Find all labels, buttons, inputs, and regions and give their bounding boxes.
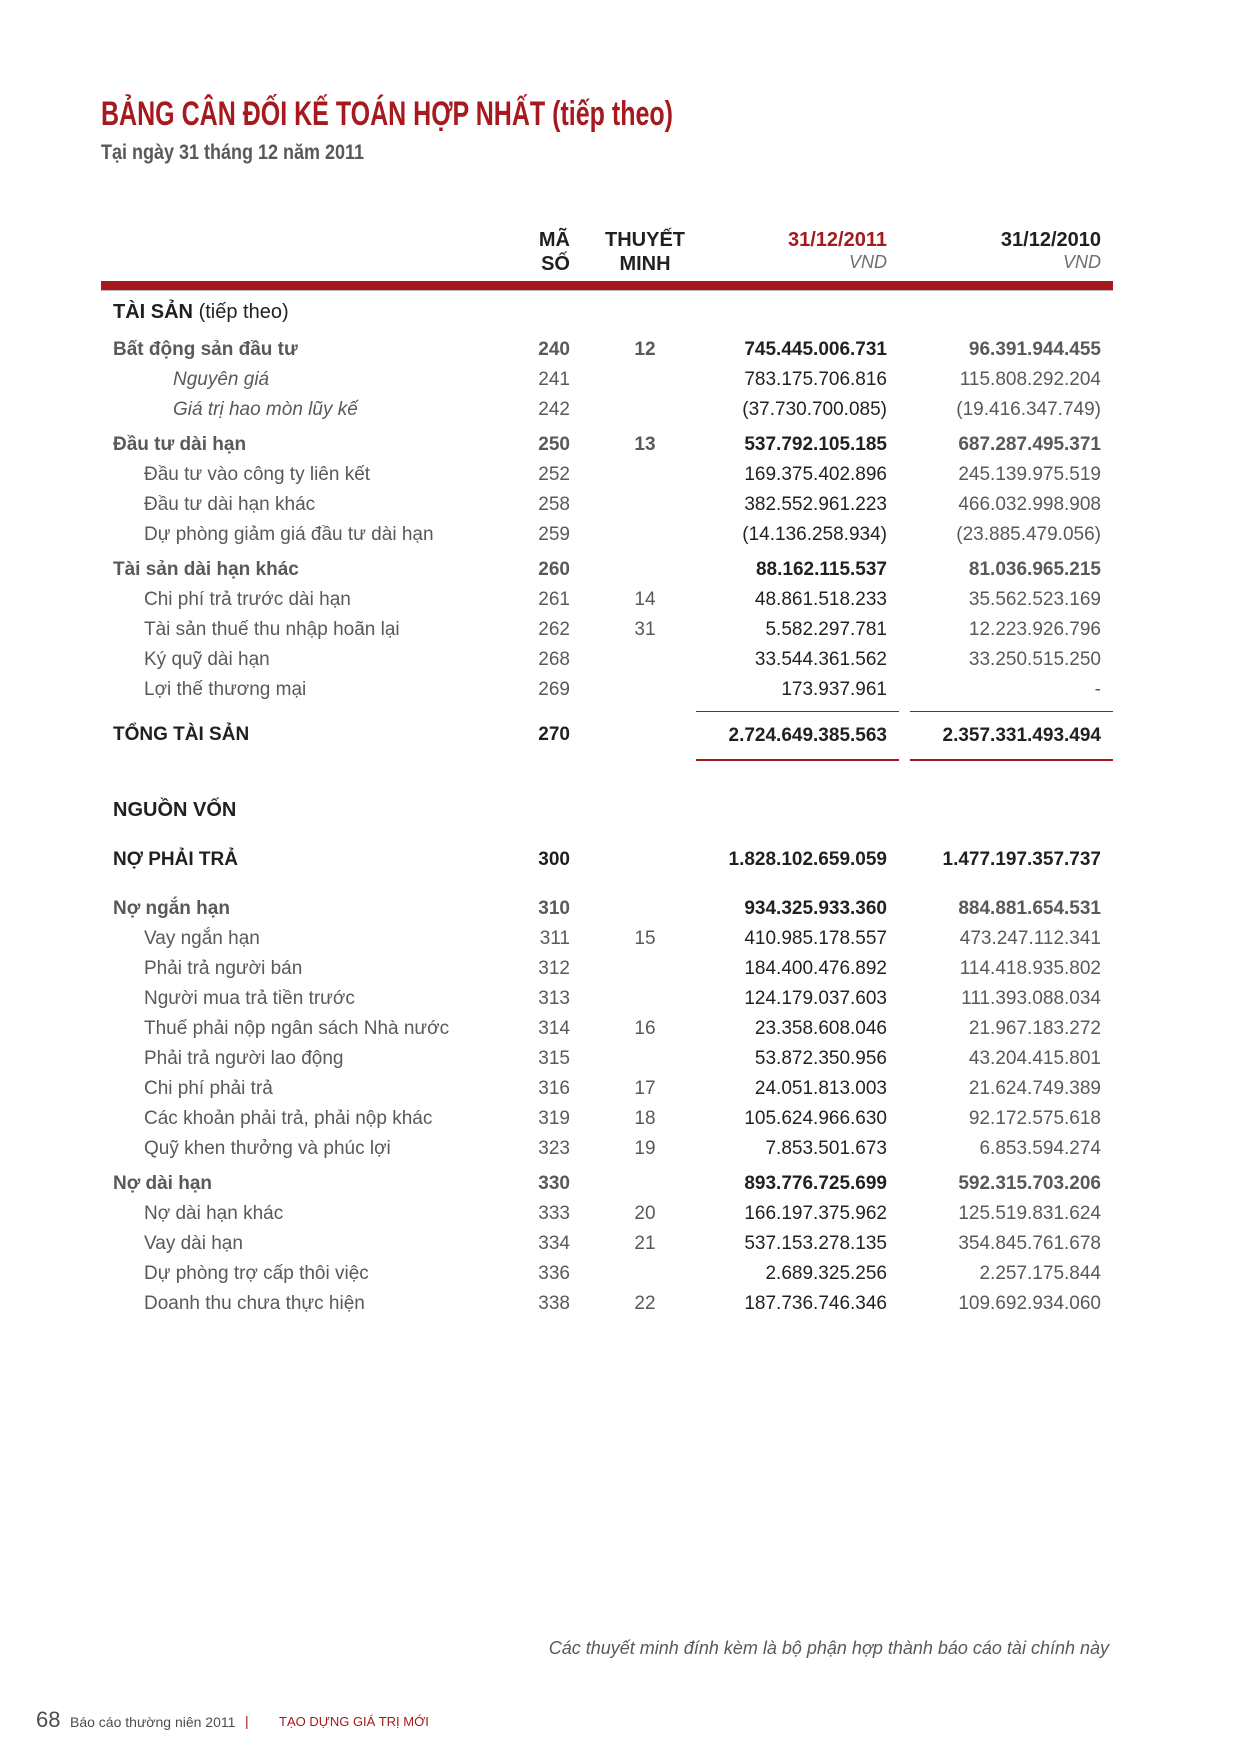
row-label: Các khoản phải trả, phải nộp khác [144,1108,433,1129]
row-value-prior: 245.139.975.519 [958,464,1101,485]
balance-sheet-table [101,297,1113,1319]
row-code: 258 [538,494,570,515]
page-number: 68 [36,1707,61,1732]
item-row [101,1199,1113,1229]
row-value-prior: 111.393.088.034 [961,988,1101,1009]
row-value-prior: 354.845.761.678 [958,1233,1101,1254]
row-label: Chi phí trả trước dài hạn [144,589,351,610]
row-value-prior: 592.315.703.206 [958,1173,1101,1194]
row-value-prior: 21.967.183.272 [968,1018,1101,1039]
row-value-current: 382.552.961.223 [744,494,887,515]
section-heading [101,297,1113,330]
row-value-current: 537.792.105.185 [744,434,887,455]
row-value-current: 169.375.402.896 [744,464,887,485]
row-value-prior: - [1094,679,1101,700]
row-code: 314 [538,1018,570,1039]
row-code: 261 [538,589,570,610]
row-note [595,555,695,585]
row-label: Giá trị hao mòn lũy kế [173,399,358,420]
page-title-wrap [101,94,673,136]
footer-slogan: TẠO DỰNG GIÁ TRỊ MỚI [279,1714,429,1729]
row-note: 19 [634,1138,656,1159]
page-title: BẢNG CÂN ĐỐI KẾ TOÁN HỢP NHẤT (tiếp theo) [101,95,673,133]
row-label: Dự phòng giảm giá đầu tư dài hạn [144,524,434,545]
row-value-prior: 2.257.175.844 [979,1263,1101,1284]
row-value-current: 88.162.115.537 [755,559,887,580]
item-row [101,924,1113,954]
row-code: 270 [538,724,570,745]
row-code: 268 [538,649,570,670]
row-code: 338 [538,1293,570,1314]
row-value-current: 2.724.649.385.563 [696,711,899,761]
row-label: Tài sản dài hạn khác [113,559,299,580]
lead-row [101,845,1113,875]
group-row [101,555,1113,585]
page-subtitle-wrap [101,141,364,167]
row-code: 310 [538,898,570,919]
row-value-prior: 114.418.935.802 [959,958,1101,979]
row-label: Phải trả người bán [144,958,303,979]
report-name: Báo cáo thường niên 2011 [70,1714,236,1730]
row-note [595,894,695,924]
row-code: 269 [538,679,570,700]
section-heading [101,795,1113,828]
row-value-current: 745.445.006.731 [744,339,887,360]
row-code: 313 [538,988,570,1009]
item-row [101,984,1113,1014]
row-code: 250 [538,434,570,455]
row-value-prior: 884.881.654.531 [958,898,1101,919]
row-label: Nợ dài hạn [113,1173,213,1194]
row-note [595,675,695,705]
header-note [595,228,695,276]
row-code: 311 [539,928,570,949]
row-note: 22 [634,1293,656,1314]
row-value-current: 24.051.813.003 [754,1078,887,1099]
item-row [101,1229,1113,1259]
row-label: Doanh thu chưa thực hiện [144,1293,365,1314]
row-note [595,1169,695,1199]
row-value-current: 53.872.350.956 [754,1048,887,1069]
row-value-current: 1.828.102.659.059 [728,849,887,870]
item-row [101,520,1113,550]
row-value-prior: 96.391.944.455 [968,339,1101,360]
row-label: Nợ dài hạn khác [144,1203,284,1224]
row-label: NỢ PHẢI TRẢ [113,849,238,870]
row-note: 14 [634,589,656,610]
row-label: Phải trả người lao động [144,1048,344,1069]
row-value-current: 124.179.037.603 [744,988,887,1009]
row-code: 262 [538,619,570,640]
group-row [101,430,1113,460]
item-row [101,1044,1113,1074]
row-label: Bất động sản đầu tư [113,339,298,360]
row-label: Lợi thế thương mại [144,679,307,700]
row-code: 252 [538,464,570,485]
row-value-prior: 33.250.515.250 [968,649,1101,670]
item-row [101,1259,1113,1289]
row-note [595,845,695,875]
row-note: 16 [634,1018,656,1039]
item-row [101,1289,1113,1319]
row-value-current: 2.689.325.256 [765,1263,887,1284]
row-value-current: 537.153.278.135 [744,1233,887,1254]
header-prior-period [910,228,1113,276]
row-value-current: 166.197.375.962 [744,1203,887,1224]
group-row [101,1169,1113,1199]
component-row [101,365,1113,395]
row-label: TỔNG TÀI SẢN [113,724,250,745]
row-code: 315 [538,1048,570,1069]
row-value-prior: 6.853.594.274 [979,1138,1101,1159]
row-value-prior: 35.562.523.169 [968,589,1101,610]
row-code: 323 [538,1138,570,1159]
row-value-current: 5.582.297.781 [765,619,887,640]
row-value-prior: 81.036.965.215 [968,559,1101,580]
row-value-current: 7.853.501.673 [765,1138,887,1159]
row-note [595,365,695,395]
item-row [101,460,1113,490]
row-value-current: 893.776.725.699 [744,1173,887,1194]
row-label: Vay dài hạn [144,1233,243,1254]
row-value-prior: 125.519.831.624 [958,1203,1101,1224]
row-value-prior: 12.223.926.796 [968,619,1101,640]
row-value-prior: 21.624.749.389 [968,1078,1101,1099]
row-value-prior: 92.172.575.618 [968,1108,1101,1129]
row-note [595,711,695,761]
row-note: 21 [634,1233,656,1254]
row-note [595,490,695,520]
item-row [101,615,1113,645]
row-note [595,1259,695,1289]
header-current-period [696,228,899,276]
row-label: Đầu tư dài hạn [113,434,247,455]
row-note [595,954,695,984]
row-label: Dự phòng trợ cấp thôi việc [144,1263,369,1284]
item-row [101,645,1113,675]
row-note: 31 [634,619,656,640]
footer-separator: | [245,1713,249,1729]
row-value-current: 48.861.518.233 [754,589,887,610]
row-value-current: 184.400.476.892 [744,958,887,979]
header-note-line2: MINH [619,253,671,275]
row-value-prior: 43.204.415.801 [968,1048,1101,1069]
row-code: 330 [538,1173,570,1194]
item-row [101,1104,1113,1134]
row-value-current: 105.624.966.630 [744,1108,887,1129]
item-row [101,585,1113,615]
table-header [101,228,1113,276]
item-row [101,1014,1113,1044]
row-value-prior: 687.287.495.371 [958,434,1101,455]
footnote: Các thuyết minh đính kèm là bộ phận hợp thành báo cáo tài chính này [548,1638,1109,1658]
row-code: 241 [538,369,570,390]
header-current-date: 31/12/2011 [788,229,887,251]
row-label: Ký quỹ dài hạn [144,649,270,670]
row-note [595,460,695,490]
row-label: Nợ ngắn hạn [113,898,230,919]
header-note-line1: THUYẾT [605,229,685,251]
row-label: Chi phí phải trả [144,1078,273,1099]
row-note [595,1044,695,1074]
row-label: Đầu tư dài hạn khác [144,494,316,515]
row-code: 312 [538,958,570,979]
row-note [595,645,695,675]
item-row [101,1074,1113,1104]
item-row [101,490,1113,520]
section-heading-title: NGUỒN VỐN [113,799,237,821]
row-value-current: 23.358.608.046 [754,1018,887,1039]
header-code-line2: SỐ [541,253,570,275]
row-label: Nguyên giá [173,369,270,390]
row-code: 260 [538,559,570,580]
row-label: Tài sản thuế thu nhập hoãn lại [144,619,400,640]
row-code: 334 [538,1233,570,1254]
row-value-current: 934.325.933.360 [744,898,887,919]
header-code-line1: MÃ [538,229,570,251]
row-value-prior: (19.416.347.749) [956,399,1101,420]
row-code: 300 [538,849,570,870]
row-value-current: (14.136.258.934) [742,524,887,545]
row-code: 242 [538,399,570,420]
header-current-unit: VND [848,252,887,272]
row-value-prior: 466.032.998.908 [958,494,1101,515]
row-note [595,984,695,1014]
row-note: 12 [634,339,656,360]
total-row [101,711,1113,761]
page-subtitle: Tại ngày 31 tháng 12 năm 2011 [101,141,364,164]
section-heading-title: TÀI SẢN [113,301,193,323]
row-note: 17 [634,1078,656,1099]
row-value-prior: 2.357.331.493.494 [910,711,1113,761]
row-code: 333 [538,1203,570,1224]
row-note: 18 [634,1108,656,1129]
row-value-prior: 109.692.934.060 [958,1293,1101,1314]
row-label: Vay ngắn hạn [144,928,260,949]
component-row [101,395,1113,425]
section-heading-suffix: (tiếp theo) [198,301,289,323]
row-code: 336 [538,1263,570,1284]
row-value-current: 187.736.746.346 [744,1293,887,1314]
item-row [101,675,1113,705]
item-row [101,1134,1113,1164]
row-code: 316 [538,1078,570,1099]
row-code: 319 [538,1108,570,1129]
row-note [595,520,695,550]
header-prior-date: 31/12/2010 [1000,229,1101,251]
row-value-prior: 115.808.292.204 [959,369,1101,390]
item-row [101,954,1113,984]
header-rule [101,281,1113,291]
row-label: Quỹ khen thưởng và phúc lợi [144,1138,391,1159]
row-value-current: (37.730.700.085) [742,399,887,420]
row-value-current: 33.544.361.562 [754,649,887,670]
row-value-current: 410.985.178.557 [744,928,887,949]
row-value-prior: (23.885.479.056) [956,524,1101,545]
header-label-column [101,228,490,276]
row-label: Người mua trả tiền trước [144,988,355,1009]
row-value-prior: 473.247.112.341 [959,928,1101,949]
header-prior-unit: VND [1062,252,1101,272]
group-row [101,894,1113,924]
row-value-current: 173.937.961 [781,679,887,700]
row-code: 240 [538,339,570,360]
row-note [595,395,695,425]
row-value-prior: 1.477.197.357.737 [942,849,1101,870]
header-code [490,228,570,276]
row-label: Đầu tư vào công ty liên kết [144,464,371,485]
row-value-current: 783.175.706.816 [744,369,887,390]
row-note: 15 [634,928,656,949]
row-note: 13 [634,434,656,455]
row-code: 259 [538,524,570,545]
group-row [101,335,1113,365]
row-note: 20 [634,1203,656,1224]
row-label: Thuế phải nộp ngân sách Nhà nước [144,1018,450,1039]
